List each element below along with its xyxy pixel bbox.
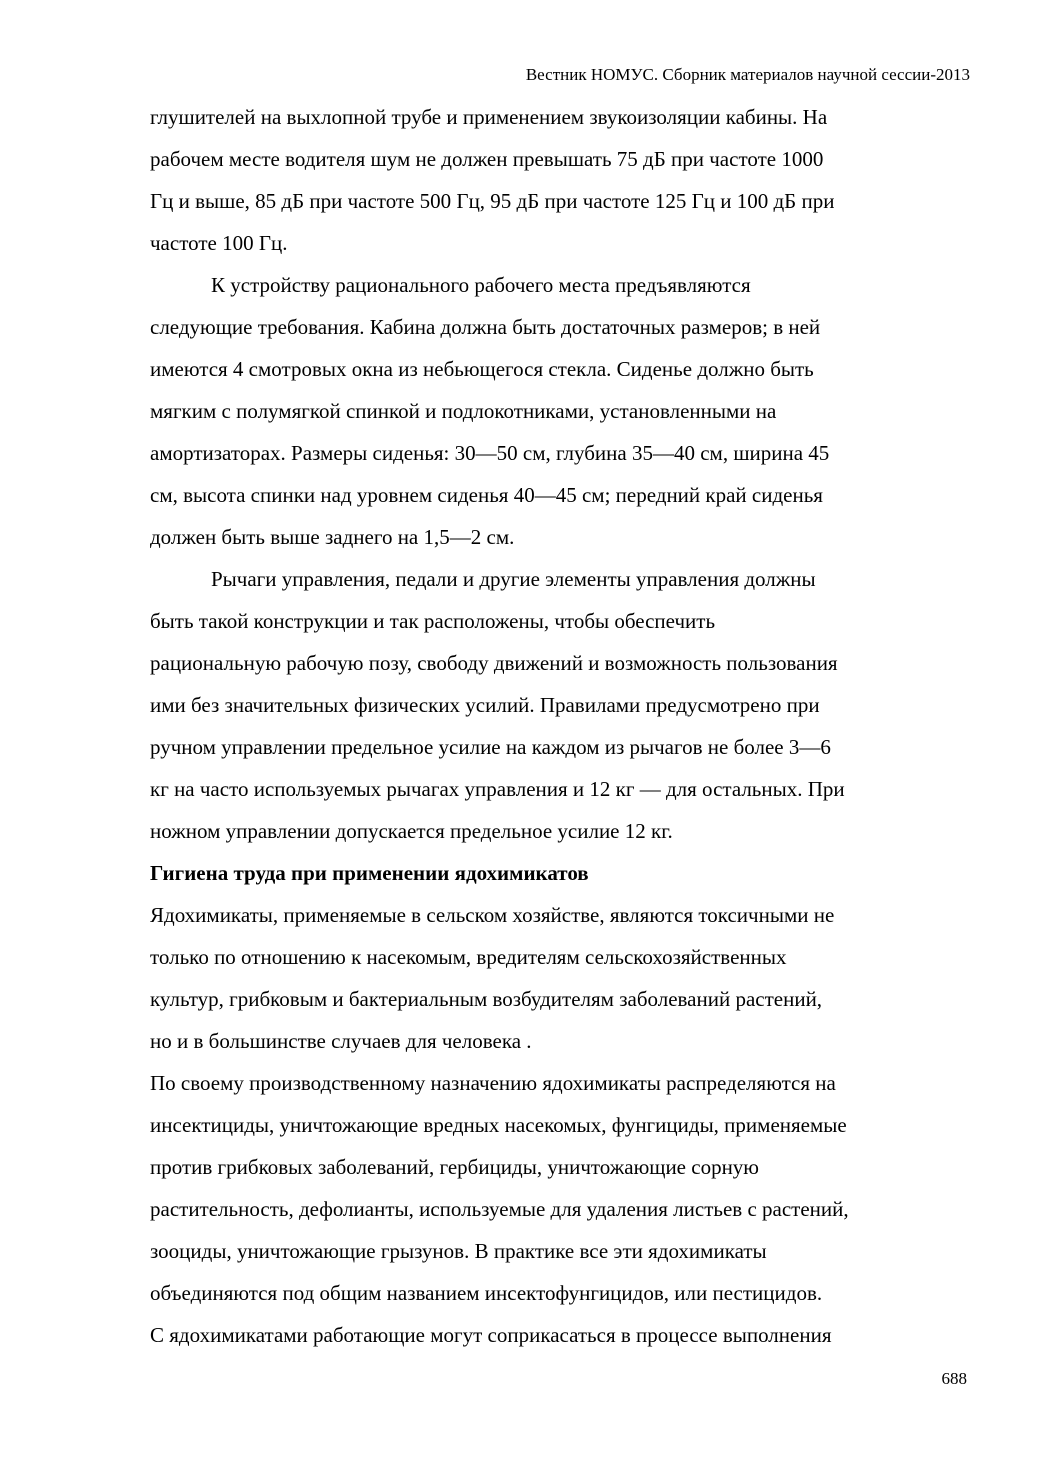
text-line: кг на часто используемых рычагах управления и 12 кг — для остальных. При bbox=[150, 777, 845, 801]
text-line: зооциды, уничтожающие грызунов. В практике все эти ядохимикаты bbox=[150, 1239, 767, 1263]
text-line: но и в большинстве случаев для человека . bbox=[150, 1029, 532, 1053]
text-line: рациональную рабочую позу, свободу движений и возможность пользования bbox=[150, 651, 838, 675]
text-line: Рычаги управления, педали и другие элементы управления должны bbox=[211, 567, 816, 591]
text-line: следующие требования. Кабина должна быть достаточных размеров; в ней bbox=[150, 315, 821, 339]
text-line: инсектициды, уничтожающие вредных насекомых, фунгициды, применяемые bbox=[150, 1113, 847, 1137]
text-line: мягким с полумягкой спинкой и подлокотниками, установленными на bbox=[150, 399, 777, 423]
page-number: 688 bbox=[941, 1369, 967, 1388]
text-line: объединяются под общим названием инсектофунгицидов, или пестицидов. bbox=[150, 1281, 823, 1305]
text-line: амортизаторах. Размеры сиденья: 30—50 см, глубина 35—40 см, ширина 45 bbox=[150, 441, 830, 465]
text-line: должен быть выше заднего на 1,5—2 см. bbox=[150, 525, 515, 549]
text-line: против грибковых заболеваний, гербициды, уничтожающие сорную bbox=[150, 1155, 759, 1179]
text-line: ими без значительных физических усилий. Правилами предусмотрено при bbox=[150, 693, 820, 717]
text-line: имеются 4 смотровых окна из небьющегося стекла. Сиденье должно быть bbox=[150, 357, 814, 381]
text-line: культур, грибковым и бактериальным возбудителям заболеваний растений, bbox=[150, 987, 823, 1011]
text-line: С ядохимикатами работающие могут соприкасаться в процессе выполнения bbox=[150, 1323, 832, 1347]
text-line: По своему производственному назначению ядохимикаты распределяются на bbox=[150, 1071, 836, 1095]
text-line: Ядохимикаты, применяемые в сельском хозяйстве, являются токсичными не bbox=[150, 903, 835, 927]
text-line: быть такой конструкции и так расположены, чтобы обеспечить bbox=[150, 609, 716, 633]
text-line: глушителей на выхлопной трубе и применением звукоизоляции кабины. На bbox=[150, 105, 828, 129]
text-line: ножном управлении допускается предельное усилие 12 кг. bbox=[150, 819, 673, 843]
text-line: растительность, дефолианты, используемые для удаления листьев с растений, bbox=[150, 1197, 849, 1221]
text-line: Гц и выше, 85 дБ при частоте 500 Гц, 95 дБ при частоте 125 Гц и 100 дБ при bbox=[150, 189, 835, 213]
text-line: только по отношению к насекомым, вредителям сельскохозяйственных bbox=[150, 945, 787, 969]
running-header: Вестник НОМУС. Сборник материалов научной сессии-2013 bbox=[525, 65, 970, 84]
body-text bbox=[150, 96, 980, 1356]
text-line: ручном управлении предельное усилие на каждом из рычагов не более 3—6 bbox=[150, 735, 831, 759]
text-line: К устройству рационального рабочего места предъявляются bbox=[211, 273, 751, 297]
text-line: рабочем месте водителя шум не должен превышать 75 дБ при частоте 1000 bbox=[150, 147, 824, 171]
section-heading: Гигиена труда при применении ядохимикатов bbox=[150, 861, 589, 885]
text-line: частоте 100 Гц. bbox=[150, 231, 288, 255]
text-line: см, высота спинки над уровнем сиденья 40—45 см; передний край сиденья bbox=[150, 483, 823, 507]
